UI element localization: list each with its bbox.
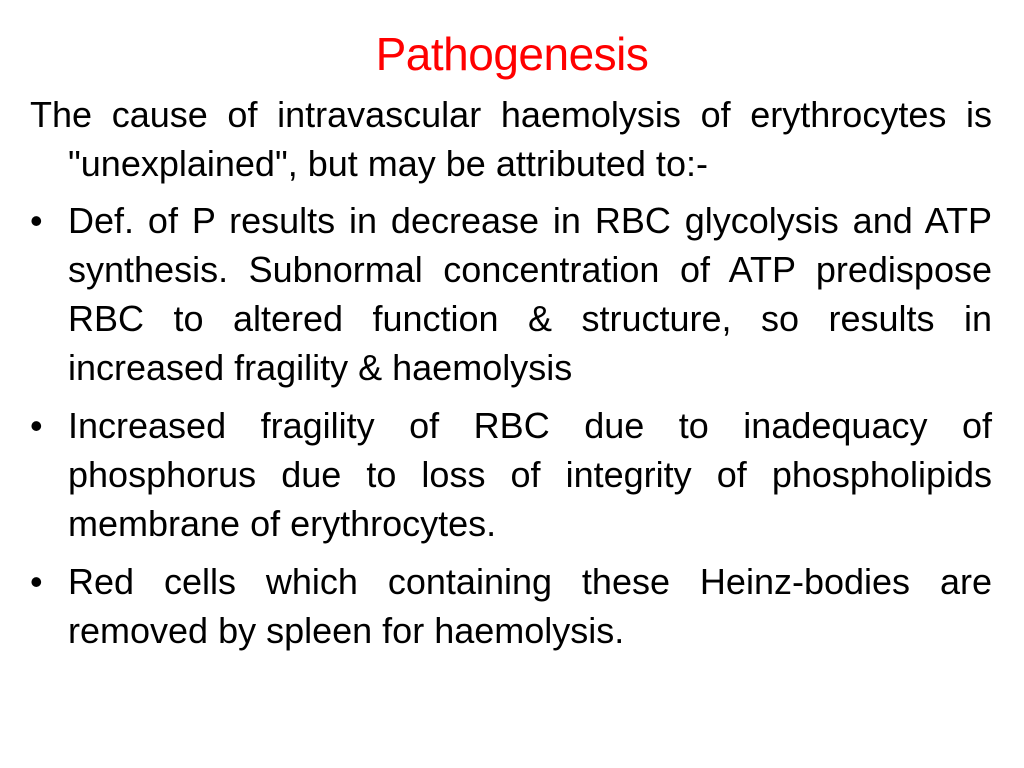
bullet-item (30, 557, 992, 655)
bullet-item (30, 196, 992, 392)
bullet-text: Def. of P results in decrease in RBC glycolysis and ATP synthesis. Subnormal concentration of ATP predispose RBC to altered function & structure, so results in increased fragility & haemolysis (68, 200, 992, 388)
bullet-icon: • (30, 561, 43, 602)
bullet-text: Red cells which containing these Heinz-bodies are removed by spleen for haemolysis. (68, 561, 992, 651)
bullet-icon: • (30, 200, 43, 241)
slide-body (30, 90, 992, 664)
intro-paragraph: The cause of intravascular haemolysis of erythrocytes is "unexplained", but may be attributed to:- (30, 94, 992, 184)
bullet-icon: • (30, 405, 43, 446)
bullet-item (30, 401, 992, 548)
slide-title: Pathogenesis (375, 28, 649, 80)
bullet-list (30, 196, 992, 655)
bullet-text: Increased fragility of RBC due to inadequacy of phosphorus due to loss of integrity of phospholipids membrane of erythrocytes. (68, 405, 992, 544)
